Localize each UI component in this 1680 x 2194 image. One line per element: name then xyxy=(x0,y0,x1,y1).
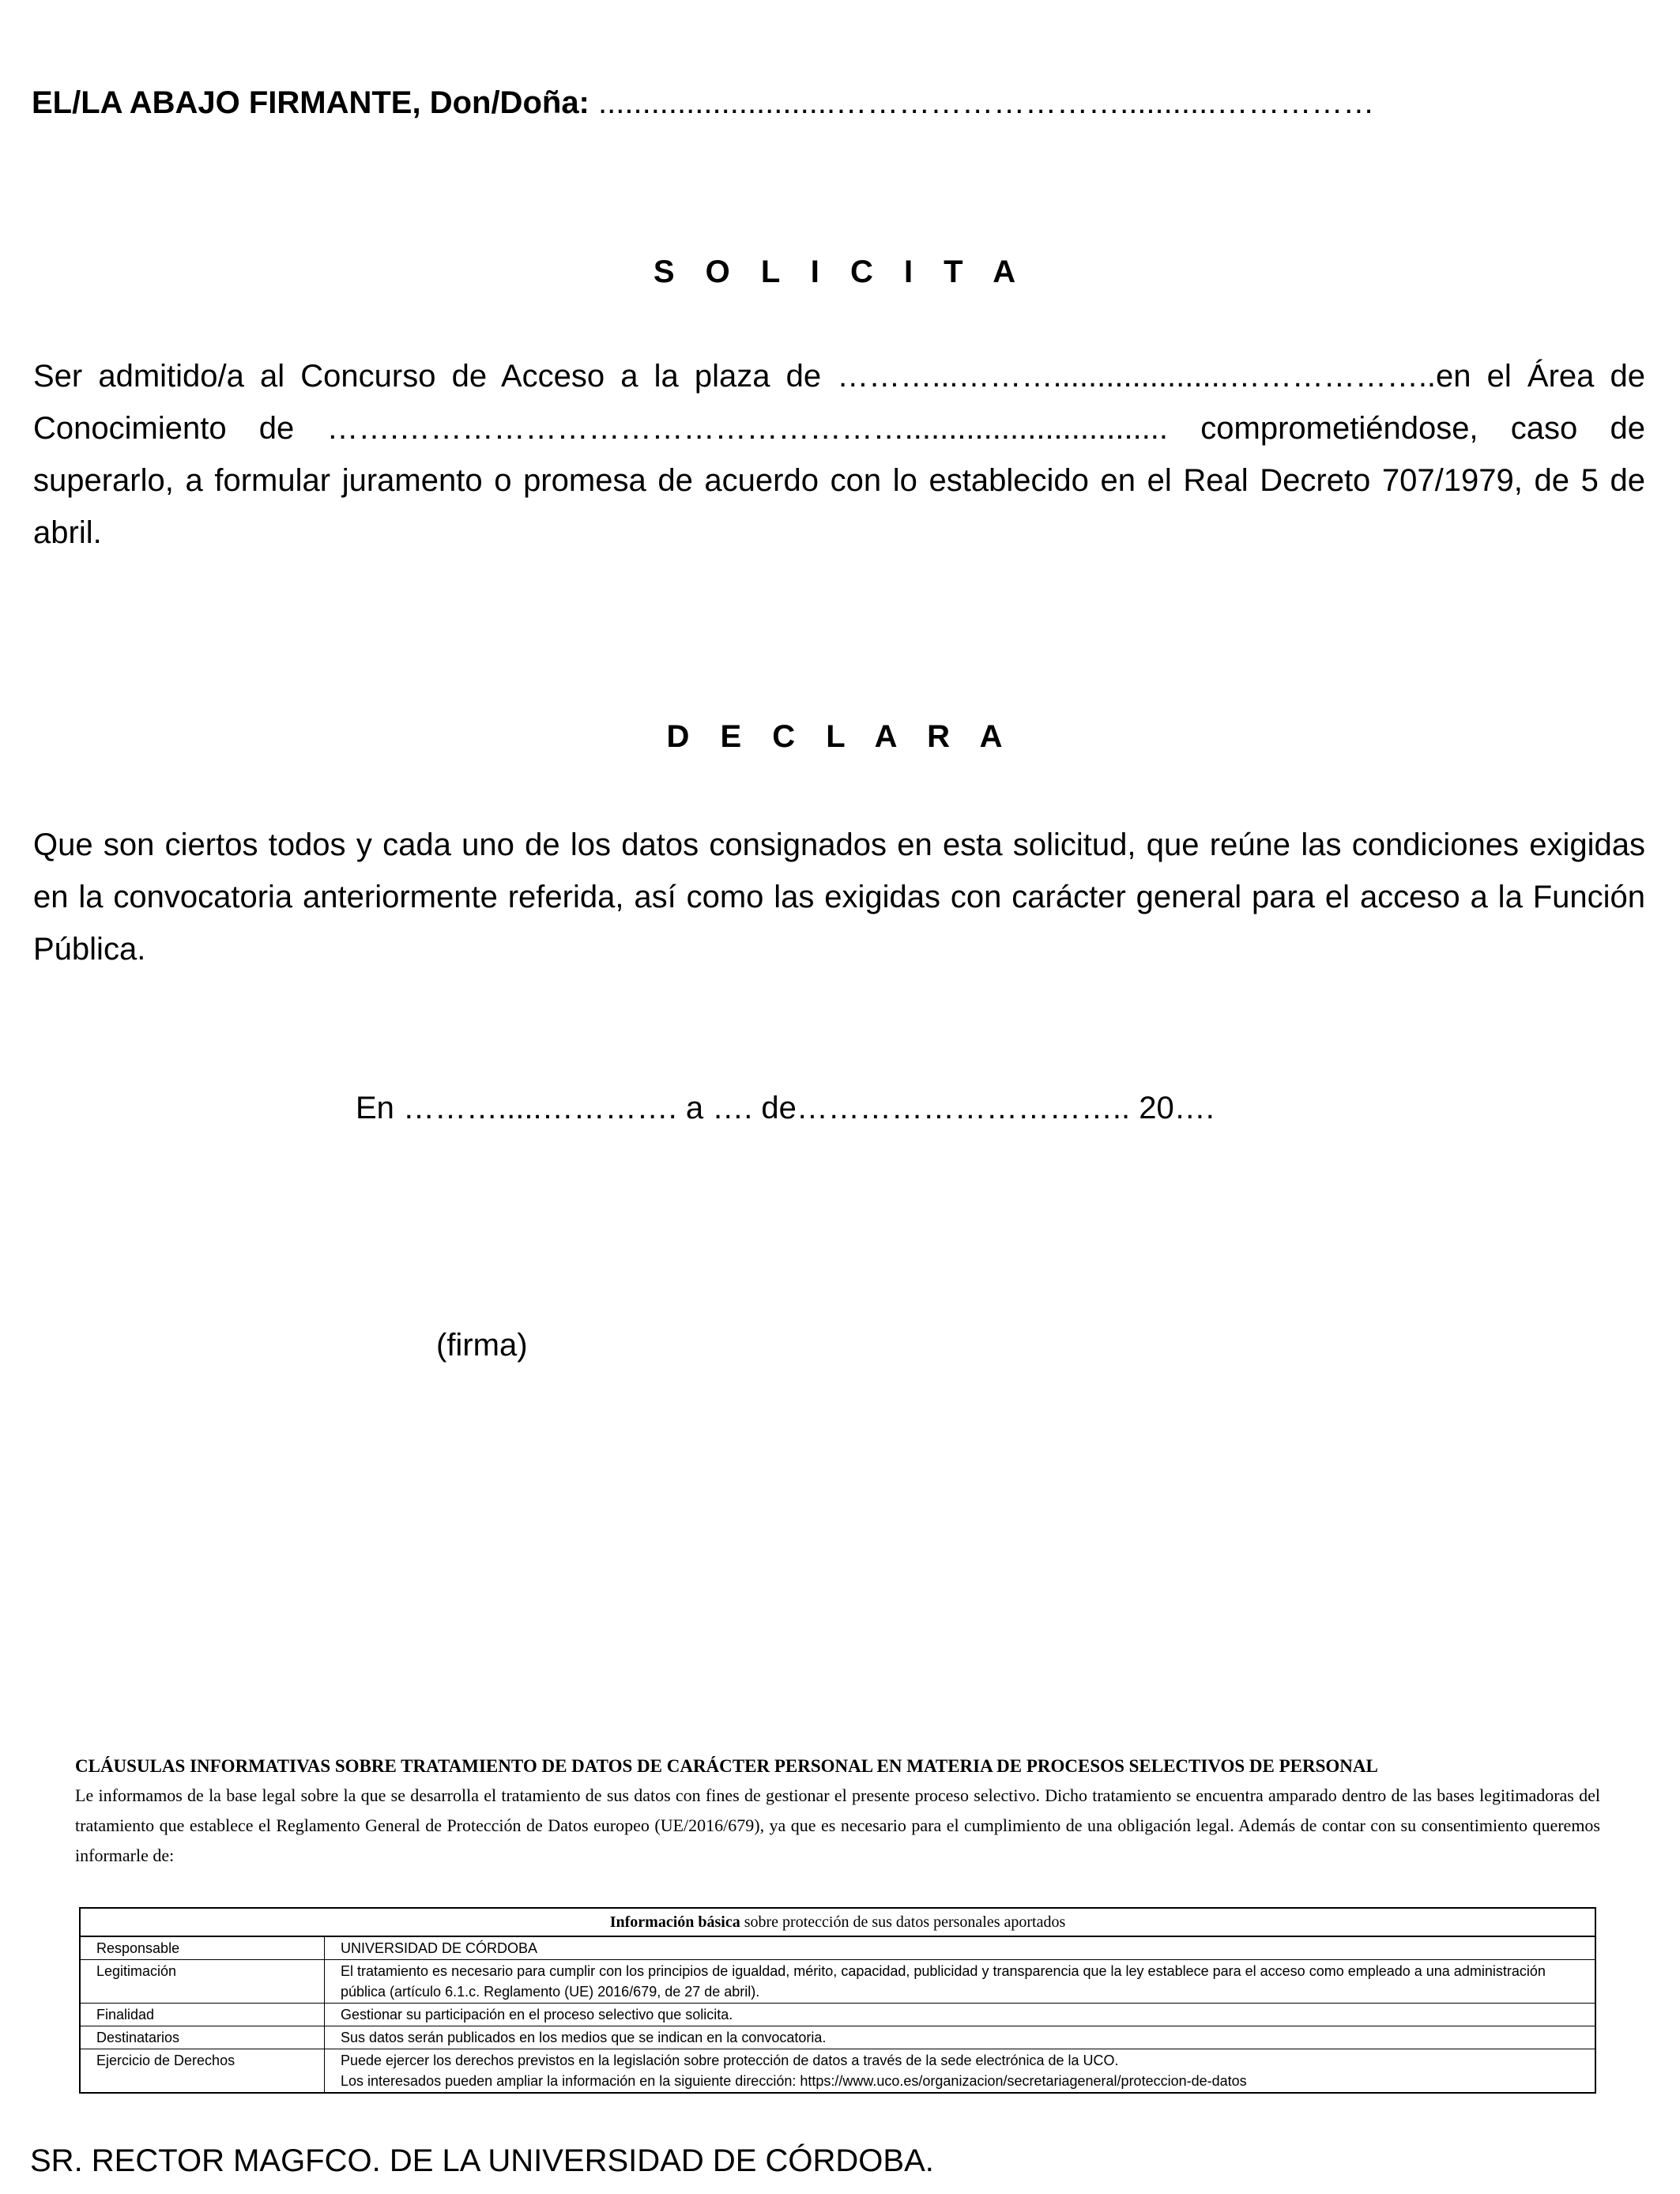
row-value-responsable: UNIVERSIDAD DE CÓRDOBA xyxy=(325,1936,1596,1960)
row-value-destinatarios: Sus datos serán publicados en los medios que se indican en la convocatoria. xyxy=(325,2026,1596,2049)
signature-label: (firma) xyxy=(436,1328,528,1363)
table-row xyxy=(80,2026,1595,2049)
solicita-paragraph: Ser admitido/a al Concurso de Acceso a la plaza de ………...………....................………………..en el Área de Conocimiento de …….………………………………………….............................. comprometiéndose, caso de superarlo, a formular juramento o promesa de acuerdo con lo establecido en el Real Decreto 707/1979, de 5 de abril. xyxy=(33,359,1645,550)
table-row xyxy=(80,2049,1595,2094)
row-value-legitimacion: El tratamiento es necesario para cumplir con los principios de igualdad, mérito, capacidad, publicidad y transparencia que la ley establece para el acceso como empleado a una administración pública (artículo 6.1.c. Reglamento (UE) 2016/679, de 27 de abril). xyxy=(325,1960,1596,2004)
privacy-info-table xyxy=(79,1907,1596,2094)
declara-heading: D E C L A R A xyxy=(666,719,1014,754)
addressee-footer: SR. RECTOR MAGFCO. DE LA UNIVERSIDAD DE CÓRDOBA. xyxy=(30,2143,934,2178)
applicant-name-line xyxy=(32,85,1374,121)
privacy-text: Le informamos de la base legal sobre la que se desarrolla el tratamiento de sus datos con fines de gestionar el presente proceso selectivo. Dicho tratamiento se encuentra amparado dentro de las bases legitimadoras del tratamiento que establece el Reglamento General de Protección de Datos europeo (UE/2016/679), ya que es necesario para el cumplimiento de una obligación legal. Además de contar con su consentimiento queremos informarle de: xyxy=(75,1785,1600,1865)
solicita-heading: S O L I C I T A xyxy=(653,254,1027,289)
applicant-label: EL/LA ABAJO FIRMANTE, Don/Doña: xyxy=(32,85,590,120)
row-value-finalidad: Gestionar su participación en el proceso selectivo que solicita. xyxy=(325,2004,1596,2026)
row-label-destinatarios: Destinatarios xyxy=(80,2026,325,2049)
table-row xyxy=(80,2004,1595,2026)
row-label-derechos: Ejercicio de Derechos xyxy=(80,2049,325,2094)
privacy-table-header-text: sobre protección de sus datos personales aportados xyxy=(740,1913,1066,1931)
privacy-title: CLÁUSULAS INFORMATIVAS SOBRE TRATAMIENTO DE DATOS DE CARÁCTER PERSONAL EN MATERIA DE PROCESOS SELECTIVOS DE PERSONAL xyxy=(75,1756,1378,1776)
place-date-line: En ……….....…………. a …. de………………………….. 20…. xyxy=(356,1091,1215,1125)
row-label-legitimacion: Legitimación xyxy=(80,1960,325,2004)
row-label-finalidad: Finalidad xyxy=(80,2004,325,2026)
derechos-line-1: Puede ejercer los derechos previstos en la legislación sobre protección de datos a través de la sede electrónica de la UCO. xyxy=(341,2053,1119,2068)
row-label-responsable: Responsable xyxy=(80,1936,325,1960)
privacy-table-header-bold: Información básica xyxy=(609,1913,740,1931)
privacy-table-header xyxy=(80,1908,1595,1936)
table-row xyxy=(80,1960,1595,2004)
derechos-line-2: Los interesados pueden ampliar la información en la siguiente dirección: https://www.uco.es/organizacion/secretariageneral/proteccion-de-datos xyxy=(341,2073,1247,2089)
privacy-clauses xyxy=(75,1754,1600,1871)
privacy-table-header-row xyxy=(80,1908,1595,1936)
declara-paragraph: Que son ciertos todos y cada uno de los datos consignados en esta solicitud, que reúne las condiciones exigidas en la convocatoria anteriormente referida, así como las exigidas con carácter general para el acceso a la Función Pública. xyxy=(33,827,1645,967)
applicant-name-blank[interactable]: ...........................………………………...........…………… xyxy=(598,85,1375,120)
table-row xyxy=(80,1936,1595,1960)
row-value-derechos xyxy=(325,2049,1596,2094)
